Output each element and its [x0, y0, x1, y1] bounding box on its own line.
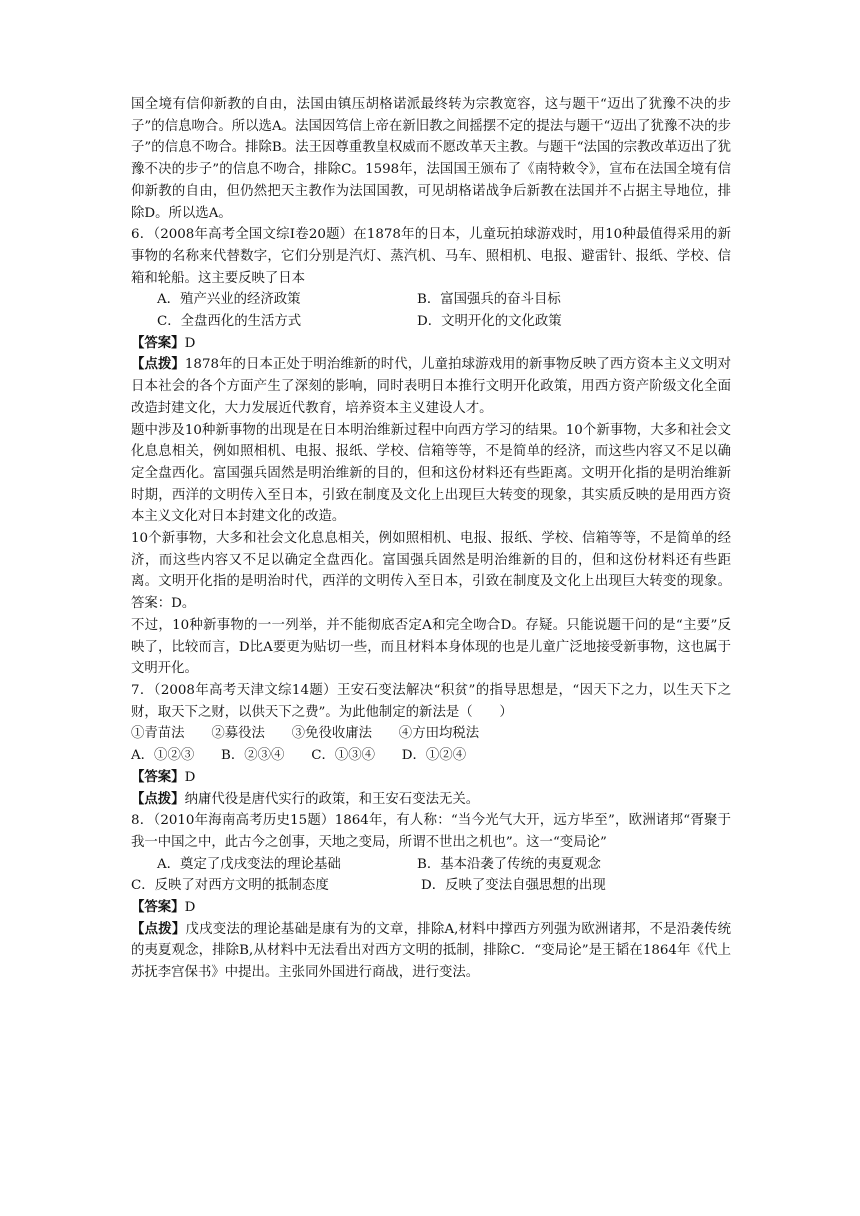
q8-answer — [131, 897, 731, 919]
q6-option-d: D．文明开化的文化政策 — [417, 314, 562, 330]
q6-hint-text: 1878年的日本正处于明治维新的时代，儿童拍球游戏用的新事物反映了西方资本主义文明对日本社会的各个方面产生了深刻的影响，同时表明日本推行文明开化政策，用西方资产阶级文化全面改造封建文化，大力发展近代教育，培养资本主义建设人才。 — [131, 357, 732, 416]
q6-options-row-2 — [131, 311, 731, 333]
q6-answer-value: D — [184, 335, 196, 351]
q8-options-row-1 — [131, 854, 731, 876]
q8-option-a: A．奠定了戊戌变法的理论基础 — [157, 856, 341, 872]
intro-paragraph: 国全境有信仰新教的自由，法国由镇压胡格诺派最终转为宗教宽容，这与题干“迈出了犹豫不决的步子”的信息吻合。所以选A。法国因笃信上帝在新旧教之间摇摆不定的提法与题干“迈出了犹豫不决的步子”的信息不吻合。排除B。法王因尊重教皇权威而不愿改革天主教。与题干“法国的宗教改革迈出了犹豫不决的步子”的信息不吻合，排除C。1598年，法国国王颁布了《南特敕令》，宣布在法国全境有信仰新教的自由，但仍然把天主教作为法国国教，可见胡格诺战争后新教在法国并不占据主导地位，排除D。所以选A。 — [131, 97, 731, 221]
q6-hint — [131, 354, 731, 419]
q7-hint-tag: 【点拨】 — [131, 790, 185, 807]
q6-extra-paragraph-2: 10个新事物，大多和社会文化息息相关，例如照相机、电报、报纸、学校、信箱等等，不是简单的经济，而这些内容又不足以确定全盘西化。富国强兵固然是明治维新的目的，但和这份材料还有些距离。文明开化指的是明治时代，西洋的文明传入至日本，引致在制度及文化上出现巨大转变的现象。答案：D。 — [131, 531, 731, 612]
q8-hint-tag: 【点拨】 — [131, 920, 186, 937]
q7-hint-text: 纳庸代役是唐代实行的政策，和王安石变法无关。 — [184, 791, 480, 807]
q6-option-c: C．全盘西化的生活方式 — [157, 314, 302, 330]
q7-answer — [131, 767, 731, 789]
q8-answer-tag: 【答案】 — [131, 899, 185, 916]
q8-answer-value: D — [184, 900, 196, 916]
q7-answer-tag: 【答案】 — [131, 768, 185, 785]
q7-hint — [131, 789, 731, 811]
q8-option-b: B．基本沿袭了传统的夷夏观念 — [417, 856, 601, 872]
q7-choices: A．①②③ B．②③④ C．①③④ D．①②④ — [131, 748, 467, 764]
q6-options-row-1 — [131, 289, 731, 311]
q6-extra-paragraph-1: 题中涉及10种新事物的出现是在日本明治维新过程中向西方学习的结果。10个新事物，大多和社会文化息息相关，例如照相机、电报、报纸、学校、信箱等等，不是简单的经济，而这些内容又不足以确定全盘西化。富国强兵固然是明治维新的目的，但和这份材料还有些距离。文明开化指的是明治维新时期，西洋的文明传入至日本，引致在制度及文化上出现巨大转变的现象，其实质反映的是用西方资本主义文化对日本封建文化的改造。 — [131, 422, 731, 525]
q6-answer — [131, 333, 731, 355]
q8-option-c: C．反映了对西方文明的抵制态度 — [131, 878, 329, 894]
q8-hint — [131, 919, 731, 984]
q6-extra-paragraph-3: 不过，10种新事物的一一列举，并不能彻底否定A和完全吻合D。存疑。只能说题干问的是“主要”反映了，比较而言，D比A要更为贴切一些，而且材料本身体现的也是儿童广泛地接受新事物，这也属于文明开化。 — [131, 617, 731, 677]
q8-option-d: D．反映了变法自强思想的出现 — [421, 878, 606, 894]
q6-option-a: A．殖产兴业的经济政策 — [157, 292, 301, 308]
document-page — [131, 94, 731, 984]
q6-answer-tag: 【答案】 — [131, 334, 185, 351]
q8-options-row-2 — [131, 875, 731, 897]
q7-answer-value: D — [184, 769, 196, 785]
q6-stem: 6．（2008年高考全国文综Ⅰ卷20题）在1878年的日本，儿童玩拍球游戏时，用10种最值得采用的新事物的名称来代替数字，它们分别是汽灯、蒸汽机、马车、照相机、电报、避雷针、报纸、学校、信箱和轮船。这主要反映了日本 — [131, 227, 731, 286]
q7-items: ①青苗法 ②募役法 ③免役收庸法 ④方田均税法 — [131, 726, 480, 742]
q6-hint-tag: 【点拨】 — [131, 356, 185, 373]
q8-stem: 8．（2010年海南高考历史15题）1864年，有人称：“当今光气大开，远方毕至”，欧洲诸邦“胥聚于我一中国之中，此古今之创事，天地之变局，所谓不世出之机也”。这一“变局论” — [131, 813, 731, 850]
q7-stem: 7．（2008年高考天津文综14题）王安石变法解决“积贫”的指导思想是，“因天下之力，以生天下之财，取天下之财，以供天下之费”。为此他制定的新法是（ ） — [131, 682, 731, 720]
q8-hint-text: 戊戌变法的理论基础是康有为的文章，排除A,材料中撑西方列强为欧洲诸邦，不是沿袭传统的夷夏观念，排除B,从材料中无法看出对西方文明的抵制，排除C．“变局论”是王韬在1864年《代上苏抚李宫保书》中提出。主张同外国进行商战，进行变法。 — [131, 921, 732, 981]
q6-option-b: B．富国强兵的奋斗目标 — [417, 292, 561, 308]
